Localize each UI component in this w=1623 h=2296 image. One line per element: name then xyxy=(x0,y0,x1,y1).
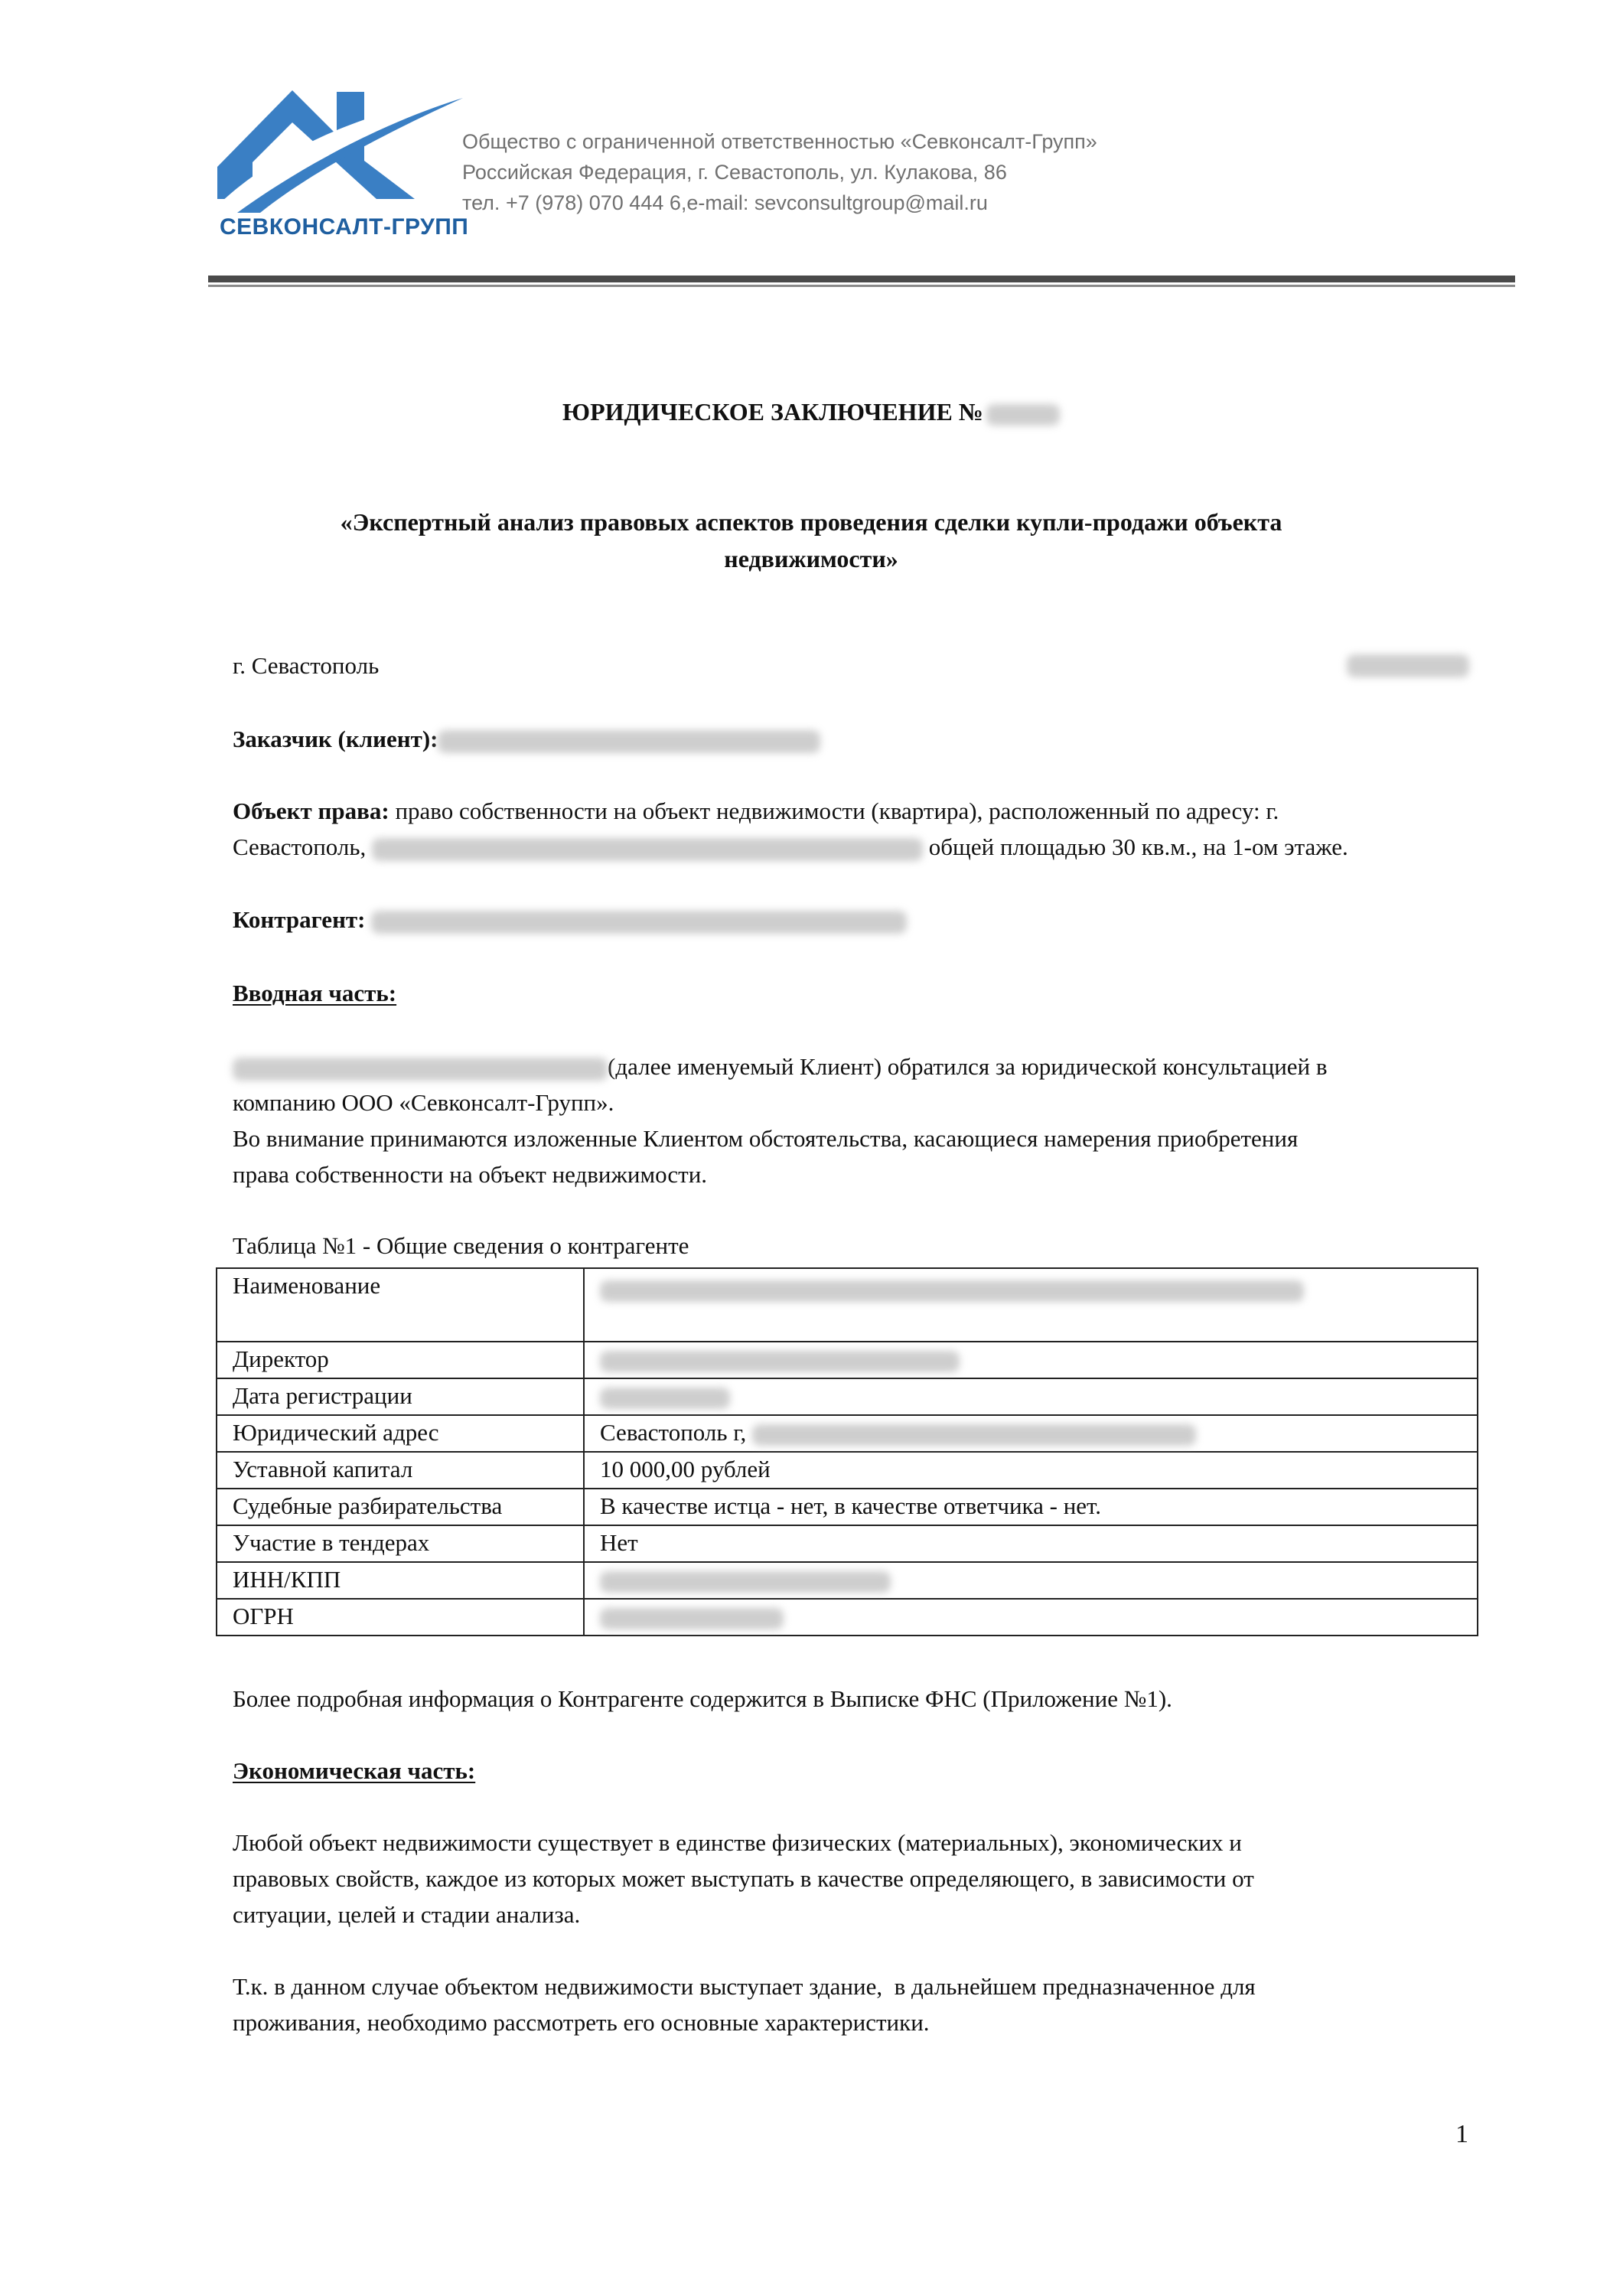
econ-p1-line1: Любой объект недвижимости существует в единстве физических (материальных), экономических и xyxy=(233,1829,1242,1856)
table-label: ИНН/КПП xyxy=(217,1562,584,1599)
table-row xyxy=(217,1599,1478,1636)
table-row xyxy=(217,1525,1478,1562)
table-label: Уставной капитал xyxy=(217,1452,584,1489)
table-value xyxy=(584,1378,1478,1415)
intro-heading: Вводная часть: xyxy=(233,980,397,1006)
table-value xyxy=(584,1562,1478,1599)
table-row xyxy=(217,1268,1478,1342)
table-row xyxy=(217,1562,1478,1599)
redacted-client-name xyxy=(438,730,820,753)
econ-heading: Экономическая часть: xyxy=(233,1757,476,1784)
after-table-note: Более подробная информация о Контрагенте содержится в Выписке ФНС (Приложение №1). xyxy=(233,1685,1172,1712)
redacted-client-name xyxy=(233,1058,608,1081)
table-caption: Таблица №1 - Общие сведения о контрагенте xyxy=(233,1232,689,1259)
logo-text: СЕВКОНСАЛТ-ГРУПП xyxy=(220,214,469,240)
header-divider xyxy=(208,276,1515,287)
intro-line-3: Во внимание принимаются изложенные Клиентом обстоятельства, касающиеся намерения приобретения xyxy=(233,1125,1299,1152)
table-row xyxy=(217,1342,1478,1378)
table-value xyxy=(584,1268,1478,1342)
object-line-2: Севастополь, общей площадью 30 кв.м., на 1-ом этаже. xyxy=(233,833,1348,860)
table-label: Дата регистрации xyxy=(217,1378,584,1415)
table-value xyxy=(584,1342,1478,1378)
intro-line-2: компанию ООО «Севконсалт-Групп». xyxy=(233,1089,614,1116)
client-line: Заказчик (клиент): xyxy=(233,721,820,757)
econ-p1-line3: ситуации, целей и стадии анализа. xyxy=(233,1901,581,1928)
contractor-line: Контрагент: xyxy=(233,902,907,938)
house-swoosh-icon xyxy=(207,77,474,214)
company-name-line: Общество с ограниченной ответственностью «Севконсалт-Групп» xyxy=(462,130,1097,153)
table-label: Участие в тендерах xyxy=(217,1525,584,1562)
table-value: В качестве истца - нет, в качестве ответчика - нет. xyxy=(584,1489,1478,1525)
table-label: Судебные разбирательства xyxy=(217,1489,584,1525)
table-value: 10 000,00 рублей xyxy=(584,1452,1478,1489)
intro-line-4: права собственности на объект недвижимости. xyxy=(233,1161,708,1188)
page-number: 1 xyxy=(1455,2120,1468,2148)
intro-line-1: (далее именуемый Клиент) обратился за юридической консультацией в xyxy=(233,1049,1328,1084)
redacted-date xyxy=(1347,654,1469,677)
table-label: Юридический адрес xyxy=(217,1415,584,1452)
city: г. Севастополь xyxy=(233,652,380,679)
redacted-address xyxy=(372,838,923,861)
table-label: Наименование xyxy=(217,1268,584,1342)
table-row xyxy=(217,1489,1478,1525)
contractor-info-table xyxy=(216,1267,1478,1636)
company-contacts-line: тел. +7 (978) 070 444 6,e-mail: sevconsultgroup@mail.ru xyxy=(462,191,988,214)
table-row xyxy=(217,1452,1478,1489)
redacted-contractor-name xyxy=(371,911,907,934)
company-logo xyxy=(207,77,474,253)
table-row xyxy=(217,1378,1478,1415)
table-value: Нет xyxy=(584,1525,1478,1562)
table-label: ОГРН xyxy=(217,1599,584,1636)
econ-p1-line2: правовых свойств, каждое из которых может выступать в качестве определяющего, в зависимости от xyxy=(233,1865,1254,1892)
econ-p2-line1: Т.к. в данном случае объектом недвижимости выступает здание, в дальнейшем предназначенное для xyxy=(233,1973,1256,2000)
table-row xyxy=(217,1415,1478,1452)
document-subtitle: «Экспертный анализ правовых аспектов проведения сделки купли-продажи объекта недвижимости» xyxy=(340,508,1282,572)
company-address-line: Российская Федерация, г. Севастополь, ул. Кулакова, 86 xyxy=(462,161,1007,184)
object-line-1: Объект права: право собственности на объект недвижимости (квартира), расположенный по адресу: г. xyxy=(233,797,1279,824)
document-title: ЮРИДИЧЕСКОЕ ЗАКЛЮЧЕНИЕ № xyxy=(230,393,1393,430)
redacted-number xyxy=(986,404,1060,426)
table-value: Севастополь г, xyxy=(584,1415,1478,1452)
econ-p2-line2: проживания, необходимо рассмотреть его основные характеристики. xyxy=(233,2009,930,2036)
table-value xyxy=(584,1599,1478,1636)
table-label: Директор xyxy=(217,1342,584,1378)
